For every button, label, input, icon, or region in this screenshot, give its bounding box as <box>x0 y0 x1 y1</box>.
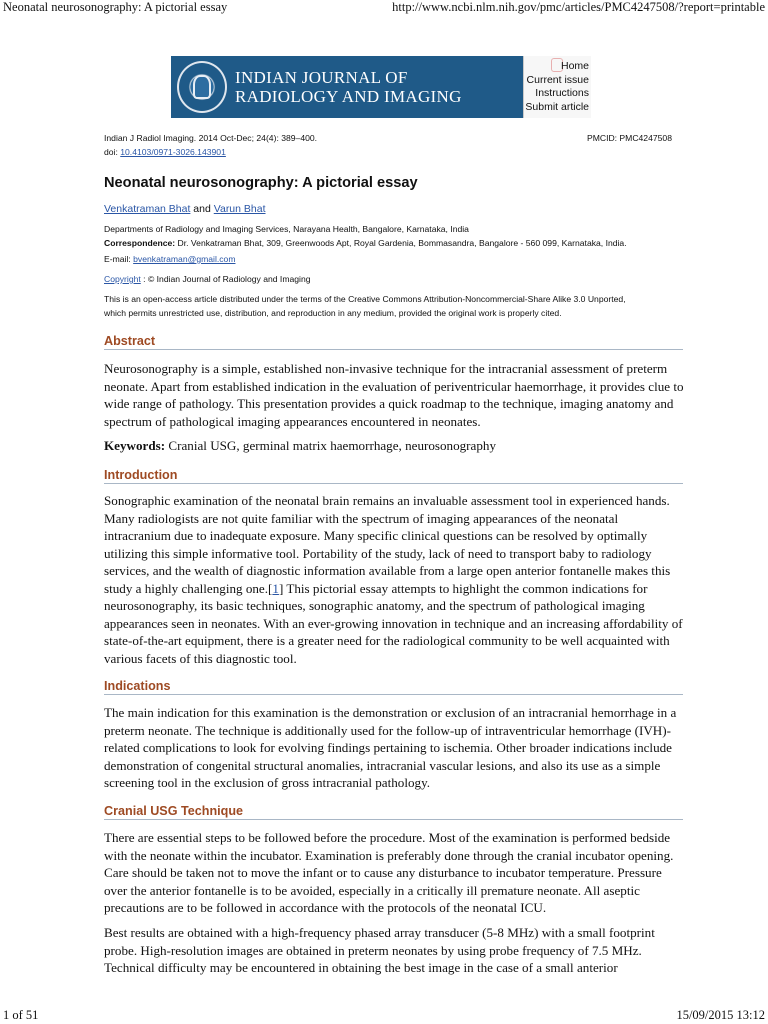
page-counter: 1 of 51 <box>3 1008 39 1022</box>
journal-name-line1: INDIAN JOURNAL OF <box>235 68 408 87</box>
seal-figure-icon <box>193 75 211 99</box>
print-datetime: 15/09/2015 13:12 <box>676 1008 765 1022</box>
technique-text-2: Best results are obtained with a high-frequency phased array transducer (5-8 MHz) with a small footprint probe. High-resolution images are obtained in preterm neonates by using probe frequency of 7.5 MHz. Technical difficulty may be encountered in obtaining the best image in the case of a small anterior <box>104 925 655 975</box>
pmcid: PMCID: PMC4247508 <box>586 133 672 143</box>
email-line <box>104 253 684 266</box>
introduction-text-part1: Sonographic examination of the neonatal brain remains an invaluable assessment tool in experienced hands. Many radiologists are not quite familiar with the spectrum of imaging appearances of the neonatal intracranium due to inadequate exposure. Many specific clinical questions can be resolved by optimally utilizing this simple informative tool. Portability of the study, lack of need to transport baby to radiology services, and the wealth of diagnostic information available from a large open anterior fontanelle makes this study a highly challenging one. <box>104 493 671 596</box>
license-line-1: This is an open-access article distributed under the terms of the Creative Commons Attribution-Noncommercial-Share Alike 3.0 Unported, <box>104 294 626 304</box>
technique-text-1: There are essential steps to be followed before the procedure. Most of the examination is performed bedside with the neonate within the incubator. Examination is preferably done through the cranial incubator opening. Care should be taken not to move the infant or to cause any disturbance to incubator temperature. Pressure over the anterior fontanelle is to be avoided, especially in a critically ill premature neonate. All aseptic precautions are to be followed in accordance with the protocols of the neonatal ICU. <box>104 830 674 915</box>
copyright-line <box>104 273 684 286</box>
license-line-2: which permits unrestricted use, distribution, and reproduction in any medium, provided the original work is properly cited. <box>104 308 562 318</box>
correspondence-text: Dr. Venkatraman Bhat, 309, Greenwoods Apt, Royal Gardenia, Bommasandra, Bangalore - 560 099, Karnataka, India. <box>175 238 627 248</box>
journal-name[interactable] <box>235 68 495 106</box>
journal-seal-logo <box>177 61 227 113</box>
citation-text: Indian J Radiol Imaging. 2014 Oct-Dec; 24(4): 389–400. <box>104 133 318 143</box>
introduction-heading: Introduction <box>104 468 683 484</box>
introduction-text-part2: This pictorial essay attempts to highlight the common indications for neurosonography, its basic techniques, sonographic anatomy, and the spectrum of pathological imaging appearances seen in neonates. With an ever-growing innovation in technique and an increasing affordability of state-of-the-art equipment, there is a greater need for the radiological community to be well acquainted with various facets of this diagnostic tool. <box>104 580 683 666</box>
print-header-title: Neonatal neurosonography: A pictorial essay <box>3 0 228 14</box>
correspondence <box>104 237 684 250</box>
doi-line <box>104 146 684 159</box>
journal-name-line2: RADIOLOGY AND IMAGING <box>235 87 462 106</box>
journal-banner <box>171 56 590 118</box>
keywords-text: Cranial USG, germinal matrix haemorrhage, neurosonography <box>165 438 496 453</box>
license-notice <box>104 292 684 320</box>
affiliation: Departments of Radiology and Imaging Services, Narayana Health, Bangalore, Karnataka, India <box>104 224 469 234</box>
article-title: Neonatal neurosonography: A pictorial essay <box>104 175 418 191</box>
journal-nav-box <box>523 56 591 118</box>
nav-submit-article-link[interactable]: Submit article <box>525 100 589 113</box>
copyright-text: : © Indian Journal of Radiology and Imaging <box>140 274 311 284</box>
nav-instructions-link[interactable]: Instructions <box>535 87 589 99</box>
author-separator: and <box>190 203 214 215</box>
indications-text: The main indication for this examination is the demonstration or exclusion of an intracranial hemorrhage in a preterm neonate. The technique is additionally used for the follow-up of intraventricular hemorrhage (IVH)-related complications to look for evolving findings pertaining to ischemia. Other broader indications include demonstration of congenital structural anomalies, intracranial vascular lesions, and also its use as a simple screening tool in the exclusion of gross intracranial pathology. <box>104 705 677 790</box>
authors <box>104 203 266 215</box>
abstract-heading: Abstract <box>104 334 683 350</box>
email-link[interactable]: bvenkatraman@gmail.com <box>133 254 236 264</box>
reference-bracket-close: ] <box>278 580 284 596</box>
print-footer <box>0 1008 768 1024</box>
nav-home-link[interactable]: Home <box>560 60 589 72</box>
nav-current-issue-link[interactable]: Current issue <box>526 73 589 86</box>
copyright-link[interactable]: Copyright <box>104 274 141 284</box>
indications-heading: Indications <box>104 679 683 695</box>
author-link-1[interactable]: Venkatraman Bhat <box>104 203 191 215</box>
keywords-label: Keywords: <box>104 438 166 453</box>
technique-heading: Cranial USG Technique <box>104 804 683 820</box>
print-header-url: http://www.ncbi.nlm.nih.gov/pmc/articles/PMC4247508/?report=printable <box>392 0 765 14</box>
doi-label: doi: <box>104 147 121 157</box>
abstract-text: Neurosonography is a simple, established non-invasive technique for the intracranial assessment of preterm neonate. Apart from established indication in the evaluation of periventricular haemorrhage, it provides clue to wide range of pathology. This presentation provides a quick roadmap to the technique, imaging anatomy and spectrum of pathological imaging appearances encountered in neonates. <box>104 361 684 429</box>
reference-link-1[interactable]: 1 <box>272 580 279 596</box>
print-header <box>0 0 768 16</box>
email-label: E-mail: <box>104 254 134 264</box>
doi-link[interactable]: 10.4103/0971-3026.143901 <box>120 147 226 157</box>
author-link-2[interactable]: Varun Bhat <box>213 203 266 215</box>
correspondence-label: Correspondence: <box>104 238 176 248</box>
reference-bracket-open: [ <box>268 580 273 596</box>
keywords <box>104 437 684 455</box>
citation-line <box>104 132 684 145</box>
introduction-text <box>104 492 684 667</box>
